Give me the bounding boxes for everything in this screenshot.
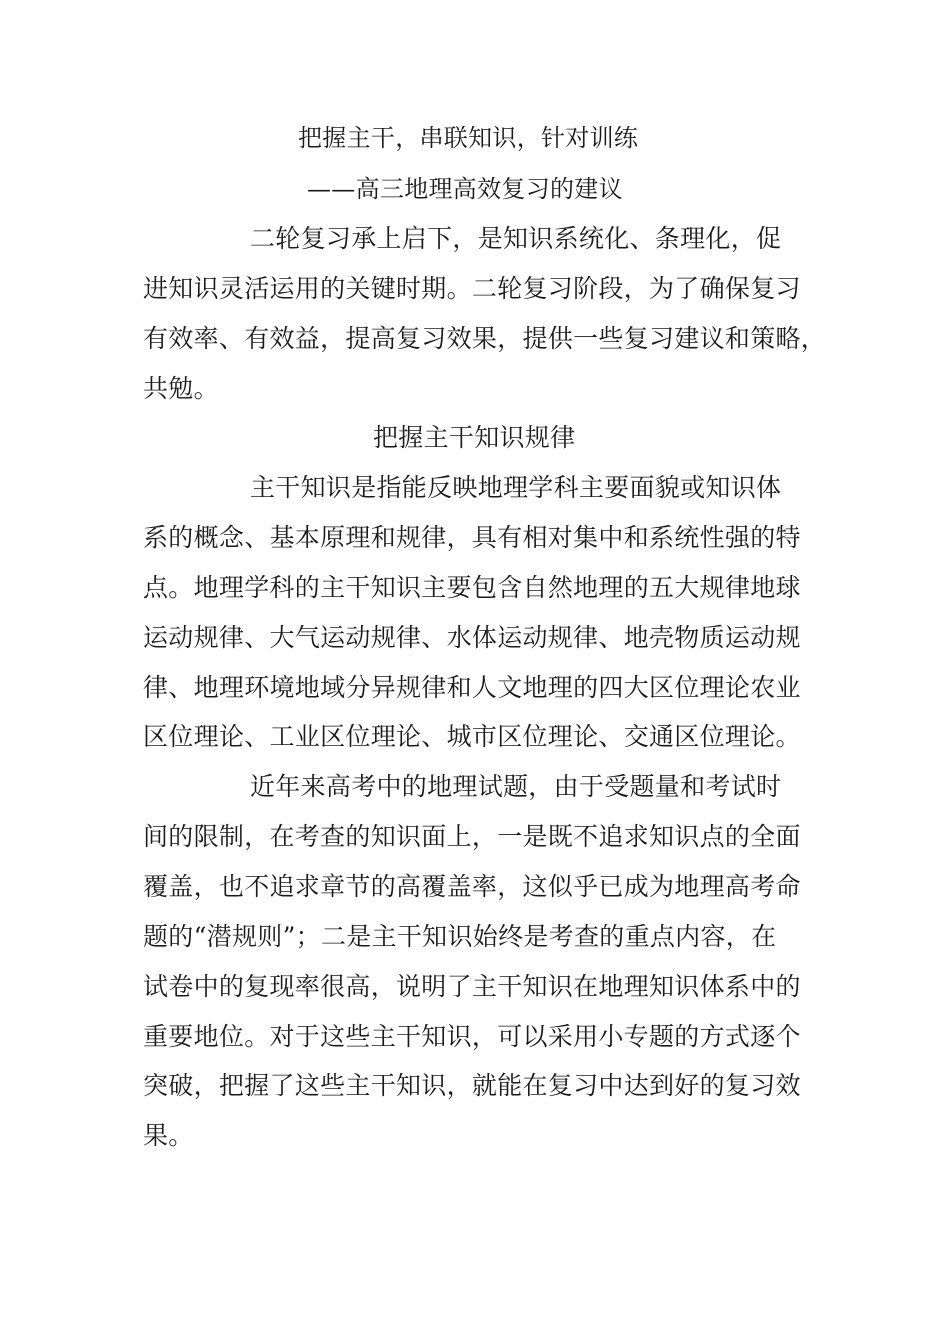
text-line: 有效率、有效益，提高复习效果，提供一些复习建议和策略， [143,324,827,353]
text-line: 共勉。 [143,374,219,403]
text-line: 间的限制，在考查的知识面上，一是既不追求知识点的全面 [143,822,801,851]
text-line: 近年来高考中的地理试题，由于受题量和考试时 [250,772,782,801]
text-line: 突破，把握了这些主干知识，就能在复习中达到好的复习效 [143,1071,801,1100]
document-title: 把握主干，串联知识，针对训练 [298,124,639,152]
text-line: 进知识灵活运用的关键时期。二轮复习阶段，为了确保复习 [143,274,801,303]
text-line: 题的“潜规则”；二是主干知识始终是考查的重点内容，在 [143,922,777,951]
text-line: 运动规律、大气运动规律、水体运动规律、地壳物质运动规 [143,623,801,652]
text-line: 试卷中的复现率很高，说明了主干知识在地理知识体系中的 [143,972,801,1001]
text-line: 重要地位。对于这些主干知识，可以采用小专题的方式逐个 [143,1022,801,1051]
section-heading: 把握主干知识规律 [373,423,576,452]
text-line: 覆盖，也不追求章节的高覆盖率，这似乎已成为地理高考命 [143,872,801,901]
text-line: 果。 [143,1121,194,1150]
document-subtitle: ——高三地理高效复习的建议 [307,175,623,203]
text-line: 主干知识是指能反映地理学科主要面貌或知识体 [250,473,782,502]
text-line: 律、地理环境地域分异规律和人文地理的四大区位理论农业 [143,673,801,702]
text-line: 系的概念、基本原理和规律，具有相对集中和系统性强的特 [143,523,801,552]
text-line: 点。地理学科的主干知识主要包含自然地理的五大规律地球 [143,573,801,602]
text-line: 二轮复习承上启下，是知识系统化、条理化，促 [250,224,782,253]
text-line: 区位理论、工业区位理论、城市区位理论、交通区位理论。 [143,722,801,751]
